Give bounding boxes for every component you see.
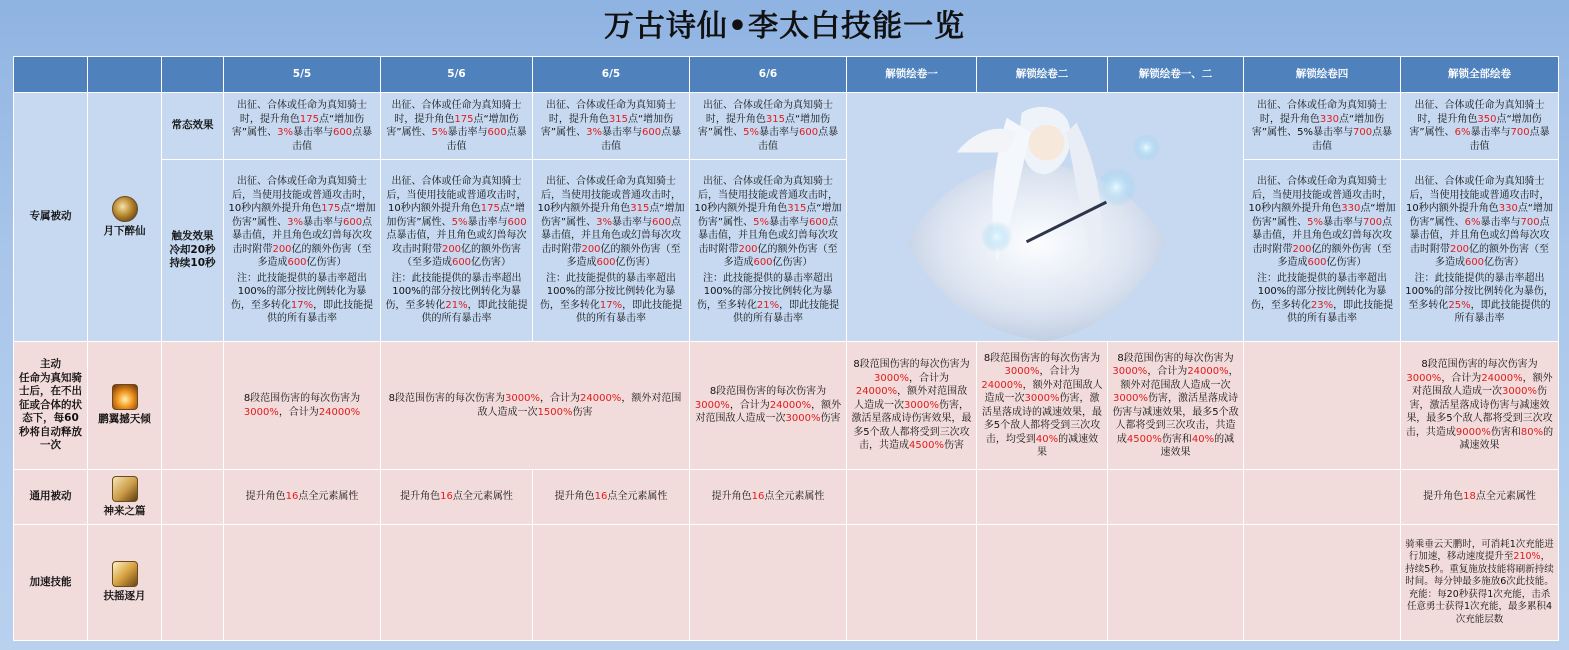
value-highlight: 200 — [581, 243, 601, 255]
value-text: 暴击率与 — [601, 127, 642, 138]
value-text: ，即此技能提供的所有暴击率 — [1454, 299, 1551, 325]
value-highlight: 5% — [451, 216, 468, 228]
empty-cell — [1108, 470, 1244, 525]
value-highlight: 3000% — [1024, 393, 1060, 404]
value-highlight: 175 — [321, 203, 341, 215]
value-text: 的减速效果 — [1160, 433, 1235, 458]
trigger-effect-text — [694, 175, 842, 270]
value-highlight: 175 — [454, 113, 474, 125]
value-text: 点全元素属性 — [1475, 491, 1536, 503]
value-text: 点“增加伤害”属性、 — [1251, 203, 1396, 228]
skill-cell-speed — [88, 525, 162, 641]
value-text: 8段范围伤害的每次伤害为 — [1421, 359, 1538, 371]
empty-cell — [1108, 525, 1244, 641]
header-unlock-2: 解锁绘卷二 — [977, 57, 1108, 93]
value-text: 暴击率与 — [447, 127, 488, 138]
value-highlight: 600 — [1307, 257, 1327, 269]
value-highlight: 3000% — [1004, 366, 1040, 377]
passive-trigger-cell — [690, 160, 847, 342]
passive-normal-cell — [690, 93, 847, 160]
scroll-book-icon — [112, 476, 138, 502]
value-highlight: 80% — [1520, 426, 1544, 438]
value-text: 点暴击值 — [758, 127, 839, 152]
empty-cell — [690, 525, 847, 641]
value-highlight: 3000% — [785, 413, 821, 425]
value-text: 点暴击值 — [1469, 127, 1550, 152]
trigger-effect-text — [1248, 175, 1396, 270]
value-highlight: 600 — [507, 216, 527, 228]
empty-cell — [977, 470, 1108, 525]
category-speed: 加速技能 — [14, 525, 88, 641]
value-text: 8段范围伤害的每次伤害为 — [853, 359, 970, 371]
value-text: 亿的额外伤害（至多造成 — [257, 243, 372, 269]
header-unlock-4: 解锁绘卷四 — [1244, 57, 1401, 93]
value-text: 暴击率与 — [292, 127, 333, 138]
value-text: 亿的额外伤害（至多造成 — [566, 243, 681, 269]
value-highlight: 350 — [1477, 113, 1497, 125]
roc-flame-icon — [112, 384, 138, 410]
value-text: 伤害，激活星落成诗伤害效果，最多5个敌人都将受到三次攻击，共造成 — [851, 399, 972, 452]
trigger-note-text — [385, 272, 528, 326]
value-text: ，即此技能提供的所有暴击率 — [733, 299, 840, 325]
value-highlight: 25% — [1448, 299, 1471, 311]
value-text: 出征、合体或任命为真知骑士后，当使用技能或普通攻击时，10秒内额外提升角色 — [1405, 176, 1550, 215]
table-row — [14, 160, 1559, 342]
value-text: 点暴击值，并且角色或幻兽每次攻击时附带 — [1409, 216, 1550, 255]
table-row — [14, 470, 1559, 525]
table-header-row — [14, 57, 1559, 93]
speed-text: 骑乘垂云天鹏时，可消耗1次充能进行加速，移动速度提升至 — [1405, 538, 1554, 563]
value-highlight: 3% — [277, 127, 293, 138]
table-row — [14, 525, 1559, 641]
value-text: 伤害 — [943, 440, 964, 452]
value-text: 注：此技能提供的暴击率超出100%的部分按比例转化为暴伤，至多转化 — [1250, 272, 1387, 311]
value-highlight: 1500% — [537, 406, 573, 418]
value-text: 点暴击值 — [446, 127, 527, 152]
value-text: ，额外对范围敌人造成一次 — [1412, 372, 1553, 398]
value-text: ，合计为 — [908, 372, 949, 384]
value-text: 提升角色 — [711, 491, 752, 503]
skill-table — [13, 56, 1559, 641]
trigger-note-text — [1405, 272, 1554, 326]
value-text: ，即此技能提供的所有暴击率 — [421, 299, 528, 325]
value-highlight: 40% — [1035, 433, 1059, 445]
common-cell — [690, 470, 847, 525]
value-text: 点全元素属性 — [298, 491, 359, 503]
value-text: 出征、合体或任命为真知骑士时，提升角色 — [703, 100, 833, 125]
empty-cell — [1244, 342, 1401, 470]
value-highlight: 16 — [285, 491, 299, 503]
speed-skill-cell — [1401, 525, 1559, 641]
value-highlight: 330 — [1498, 203, 1518, 215]
value-text: 出征、合体或任命为真知骑士后，当使用技能或普通攻击时，10秒内额外提升角色 — [386, 176, 527, 215]
skill-cell-common — [88, 470, 162, 525]
passive-trigger-cell — [381, 160, 533, 342]
header-unlock-1-2: 解锁绘卷一、二 — [1108, 57, 1244, 93]
value-text: ，合计为 — [1147, 366, 1188, 377]
value-highlight: 200 — [738, 243, 758, 255]
value-text: 亿的额外伤害（至多造成 — [1434, 243, 1550, 269]
value-highlight: 16 — [440, 491, 453, 503]
value-text: ，额外对范围敌人造成一次 — [477, 393, 682, 418]
header-cell — [14, 57, 88, 93]
active-cell — [381, 342, 690, 470]
value-highlight: 175 — [299, 113, 319, 125]
empty-cell — [162, 342, 224, 470]
value-highlight: 315 — [787, 203, 807, 215]
value-text: 出征、合体或任命为真知骑士时，提升角色 — [391, 100, 522, 125]
passive-trigger-cell — [224, 160, 381, 342]
passive-trigger-cell — [533, 160, 690, 342]
skill-name: 扶摇逐月 — [103, 590, 146, 603]
value-highlight: 3000% — [904, 399, 939, 411]
speed-text: ，持续5秒。重复施放技能将刷新持续时间。每分钟最多施放6次此技能。充能：每20秒获得1次充能，击杀任意勇士获得1次充能，最多累积4次充能层数 — [1405, 551, 1554, 625]
value-highlight: 330 — [1341, 203, 1361, 215]
skill-name: 神来之篇 — [103, 504, 146, 517]
value-highlight: 3% — [596, 216, 612, 228]
value-highlight: 24000% — [1481, 372, 1523, 384]
header-unlock-all: 解锁全部绘卷 — [1401, 57, 1559, 93]
value-highlight: 4500% — [1126, 433, 1162, 445]
value-text: 出征、合体或任命为真知骑士时，提升角色 — [546, 100, 676, 125]
value-highlight: 24000% — [855, 386, 898, 398]
value-text: 点暴击值，并且角色或幻兽每次攻击时附带 — [232, 216, 373, 255]
value-highlight: 700 — [1520, 216, 1540, 228]
value-text: 暴击率与 — [768, 216, 809, 228]
value-text: 点“增加伤害”属性、 — [540, 203, 685, 228]
value-text: ，合计为 — [1039, 366, 1080, 377]
value-text: 暴击率与 — [1470, 127, 1511, 138]
value-text: 点“增加伤害”属性、 — [697, 203, 842, 228]
active-cell — [977, 342, 1108, 470]
header-unlock-1: 解锁绘卷一 — [847, 57, 977, 93]
value-text: 点“增加伤害”属性、5%暴击率与 — [1251, 113, 1385, 138]
value-text: 亿伤害） — [615, 257, 656, 269]
active-cell — [224, 342, 381, 470]
value-text: 出征、合体或任命为真知骑士后，当使用技能或普通攻击时，10秒内额外提升角色 — [537, 176, 681, 215]
value-text: 亿伤害） — [1484, 257, 1525, 269]
value-text: ，额外对范围敌人造成一次 — [984, 379, 1103, 404]
trigger-effect-text — [385, 175, 528, 270]
passive-normal-cell — [1401, 93, 1559, 160]
value-highlight: 600 — [287, 257, 307, 269]
value-text: 伤害，激活星落成诗伤害与减速效果，最多5个敌人都将受到三次攻击，共造成 — [1405, 386, 1553, 438]
value-highlight: 5% — [743, 127, 759, 138]
value-highlight: 3000% — [1113, 393, 1148, 404]
value-highlight: 600 — [1464, 257, 1485, 269]
value-text: 点“增加伤害”属性、 — [697, 113, 831, 138]
empty-cell — [533, 525, 690, 641]
page-title: 万古诗仙•李太白技能一览 — [603, 9, 966, 44]
value-text: 注：此技能提供的暴击率超出100%的部分按比例转化为暴伤，至多转化 — [696, 272, 833, 311]
common-cell — [1401, 470, 1559, 525]
value-highlight: 200 — [1449, 243, 1470, 255]
table-row — [14, 342, 1559, 470]
value-text: ，合计为 — [278, 406, 319, 418]
passive-normal-cell — [381, 93, 533, 160]
value-text: 8段范围伤害的每次伤害为 — [709, 386, 827, 398]
value-highlight: 3000% — [243, 406, 279, 418]
empty-cell — [1244, 525, 1401, 641]
value-text: 点“增加伤害”属性、 — [1409, 113, 1542, 138]
category-passive: 专属被动 — [14, 93, 88, 342]
value-text: 注：此技能提供的暴击率超出100%的部分按比例转化为暴伤，至多转化 — [230, 272, 367, 311]
value-highlight: 600 — [332, 127, 353, 138]
sub-normal-effect: 常态效果 — [162, 93, 224, 160]
common-cell — [381, 470, 533, 525]
value-text: ，即此技能提供的所有暴击率 — [267, 299, 374, 325]
empty-cell — [977, 525, 1108, 641]
header-5-6: 5/6 — [381, 57, 533, 93]
value-text: 伤害 — [572, 406, 593, 418]
value-text: 点“增加伤害”属性、 — [386, 113, 519, 138]
value-highlight: 700 — [1352, 127, 1373, 138]
value-text: 点暴击值，并且角色或幻兽每次攻击时附带 — [698, 216, 839, 255]
value-text: 点“增加伤害”属性、 — [540, 113, 674, 138]
value-text: 出征、合体或任命为真知骑士时，提升角色 — [237, 100, 367, 125]
value-text: 暴击率与 — [302, 216, 343, 228]
value-highlight: 600 — [596, 257, 616, 269]
value-highlight: 24000% — [318, 406, 361, 418]
value-highlight: 700 — [1510, 127, 1530, 138]
value-highlight: 16 — [594, 491, 608, 503]
value-highlight: 17% — [290, 299, 314, 311]
passive-trigger-cell — [1244, 160, 1401, 342]
value-text: 暴击率与 — [1322, 216, 1363, 228]
value-text: 8段范围伤害的每次伤害为 — [1117, 352, 1234, 364]
value-text: 亿伤害） — [306, 257, 347, 269]
value-highlight: 600 — [641, 127, 662, 138]
value-text: 提升角色 — [245, 491, 286, 503]
value-text: ，额外对范围敌人造成一次 — [854, 386, 968, 411]
value-text: 注：此技能提供的暴击率超出100%的部分按比例转化为暴伤，至多转化 — [539, 272, 676, 311]
value-text: ，即此技能提供的所有暴击率 — [1287, 299, 1394, 325]
trigger-effect-text — [537, 175, 685, 270]
trigger-note-text — [228, 272, 376, 326]
value-text: 的减速效果 — [1459, 426, 1554, 452]
value-highlight: 6% — [1454, 127, 1471, 138]
value-text: 出征、合体或任命为真知骑士后，当使用技能或普通攻击时，10秒内额外提升角色 — [694, 176, 838, 215]
skill-name: 月下醉仙 — [103, 224, 146, 237]
value-highlight: 600 — [798, 127, 819, 138]
value-text: 提升角色 — [400, 491, 441, 503]
value-text: 伤害，激活星落成诗的减速效果，最多5个敌人都将受到三次攻击，均受到 — [982, 393, 1102, 445]
value-highlight: 600 — [451, 257, 472, 269]
value-highlight: 17% — [599, 299, 623, 311]
value-highlight: 24000% — [580, 393, 622, 404]
header-6-5: 6/5 — [533, 57, 690, 93]
value-text: ，额外对范围敌人造成一次 — [695, 399, 842, 425]
value-text: 点全元素属性 — [764, 491, 825, 503]
value-text: 亿的额外伤害（至多造成 — [401, 243, 522, 269]
value-text: 点全元素属性 — [452, 491, 513, 503]
value-highlight: 315 — [630, 203, 650, 215]
empty-cell — [1244, 470, 1401, 525]
value-text: 点全元素属性 — [607, 491, 668, 503]
value-highlight: 4500% — [909, 440, 944, 452]
value-text: 点“增加伤害”属性、 — [386, 203, 525, 228]
value-text: 亿的额外伤害（至多造成 — [723, 243, 838, 269]
value-highlight: 18 — [1463, 491, 1476, 503]
empty-cell — [847, 470, 977, 525]
empty-cell — [224, 525, 381, 641]
active-cell — [1401, 342, 1559, 470]
value-text: 伤害 — [820, 413, 841, 425]
value-highlight: 600 — [342, 216, 363, 228]
value-highlight: 21% — [756, 299, 780, 311]
value-text: ，合计为 — [1441, 372, 1482, 384]
value-text: 点暴击值 — [292, 127, 373, 152]
portrait-cell — [847, 93, 1244, 342]
value-text: 提升角色 — [554, 491, 595, 503]
header-5-5: 5/5 — [224, 57, 381, 93]
value-text: 点暴击值 — [1312, 127, 1393, 152]
value-highlight: 24000% — [1187, 366, 1229, 377]
passive-normal-cell — [533, 93, 690, 160]
passive-normal-cell — [224, 93, 381, 160]
value-text: 暴击率与 — [1480, 216, 1521, 228]
empty-cell — [847, 525, 977, 641]
common-cell — [533, 470, 690, 525]
value-text: 8段范围伤害的每次伤害为 — [388, 393, 506, 404]
value-text: 点“增加伤害”属性、 — [231, 113, 365, 138]
category-common: 通用被动 — [14, 470, 88, 525]
value-text: 出征、合体或任命为真知骑士后，当使用技能或普通攻击时，10秒内额外提升角色 — [228, 176, 372, 215]
value-text: 8段范围伤害的每次伤害为 — [983, 352, 1101, 364]
trigger-effect-text — [228, 175, 376, 270]
value-highlight: 600 — [487, 127, 507, 138]
empty-cell — [162, 525, 224, 641]
value-highlight: 3000% — [694, 399, 730, 411]
value-highlight: 16 — [751, 491, 765, 503]
value-text: 亿伤害） — [471, 257, 512, 269]
trigger-effect-text — [1405, 175, 1554, 270]
trigger-note-text — [537, 272, 685, 326]
value-highlight: 315 — [765, 113, 785, 125]
value-text: 点暴击值，并且角色或幻兽每次攻击时附带 — [386, 230, 527, 255]
value-highlight: 3000% — [505, 393, 540, 404]
active-cell — [847, 342, 977, 470]
value-highlight: 40% — [1191, 433, 1215, 445]
value-highlight: 5% — [753, 216, 769, 228]
li-taibai-character-portrait — [847, 93, 1243, 341]
value-text: 暴击率与 — [758, 127, 799, 138]
table-row — [14, 93, 1559, 160]
value-highlight: 3000% — [1406, 372, 1442, 384]
value-text: ，额外对范围敌人造成一次 — [1120, 366, 1239, 391]
moon-climb-icon — [112, 561, 138, 587]
value-text: ，合计为 — [729, 399, 770, 411]
value-text: 亿伤害） — [772, 257, 813, 269]
value-text: 亿伤害） — [1326, 257, 1367, 269]
trigger-note-text — [694, 272, 842, 326]
value-highlight: 9000% — [1455, 426, 1491, 438]
value-text: 出征、合体或任命为真知骑士时，提升角色 — [1414, 100, 1545, 125]
value-text: 暴击率与 — [611, 216, 652, 228]
value-text: 亿的额外伤害（至多造成 — [1277, 243, 1392, 269]
value-highlight: 600 — [651, 216, 672, 228]
passive-trigger-cell — [1401, 160, 1559, 342]
value-highlight: 330 — [1319, 113, 1339, 125]
value-text: 注：此技能提供的暴击率超出100%的部分按比例转化为暴伤，至多转化 — [1405, 272, 1554, 311]
value-text: ，即此技能提供的所有暴击率 — [576, 299, 683, 325]
value-highlight: 6% — [1464, 216, 1481, 228]
header-cell — [162, 57, 224, 93]
value-text: 点暴击值 — [601, 127, 682, 152]
value-highlight: 600 — [808, 216, 829, 228]
value-text: 点暴击值，并且角色或幻兽每次攻击时附带 — [1252, 216, 1393, 255]
value-text: 的减速效果 — [1037, 433, 1099, 458]
common-cell — [224, 470, 381, 525]
skill-cell-active — [88, 342, 162, 470]
sub-trigger-effect: 触发效果 冷却20秒 持续10秒 — [162, 160, 224, 342]
value-highlight: 175 — [480, 203, 500, 215]
active-cell — [690, 342, 847, 470]
speed-value: 210% — [1513, 551, 1541, 563]
value-highlight: 315 — [608, 113, 628, 125]
value-text: 出征、合体或任命为真知骑士后，当使用技能或普通攻击时，10秒内额外提升角色 — [1248, 176, 1392, 215]
value-highlight: 200 — [441, 243, 462, 255]
value-text: 点“增加伤害”属性、 — [1409, 203, 1553, 228]
value-highlight: 3000% — [1112, 366, 1148, 377]
value-highlight: 3% — [287, 216, 303, 228]
skill-cell-passive — [88, 93, 162, 342]
value-highlight: 5% — [1307, 216, 1323, 228]
value-text: 出征、合体或任命为真知骑士时，提升角色 — [1257, 100, 1387, 125]
value-highlight: 24000% — [981, 379, 1023, 391]
header-cell — [88, 57, 162, 93]
value-text: 注：此技能提供的暴击率超出100%的部分按比例转化为暴伤，至多转化 — [385, 272, 522, 311]
value-highlight: 600 — [753, 257, 773, 269]
value-highlight: 23% — [1310, 299, 1334, 311]
skill-name: 鹏翼撼天倾 — [98, 413, 151, 426]
category-active: 主动 任命为真知骑士后，在不出征或合体的状态下，每60秒将自动释放一次 — [14, 342, 88, 470]
value-highlight: 200 — [272, 243, 292, 255]
value-text: 提升角色 — [1423, 491, 1464, 503]
value-text: 伤害和 — [1161, 433, 1192, 445]
value-text: 伤害，激活星落成诗伤害与减速效果，最多5个敌人都将受到三次攻击，共造成 — [1112, 393, 1239, 445]
value-highlight: 5% — [431, 127, 448, 138]
value-text: ，合计为 — [540, 393, 580, 404]
value-text: 点暴击值，并且角色或幻兽每次攻击时附带 — [541, 216, 682, 255]
header-6-6: 6/6 — [690, 57, 847, 93]
value-highlight: 700 — [1362, 216, 1383, 228]
value-text: 点“增加伤害”属性、 — [231, 203, 376, 228]
value-highlight: 3000% — [874, 372, 909, 384]
empty-cell — [381, 525, 533, 641]
crescent-moon-icon — [112, 196, 138, 222]
value-highlight: 3000% — [1502, 386, 1537, 398]
value-text: 暴击率与 — [467, 216, 508, 228]
trigger-note-text — [1248, 272, 1396, 326]
value-text: 伤害和 — [1490, 426, 1521, 438]
active-cell — [1108, 342, 1244, 470]
value-highlight: 24000% — [769, 399, 812, 411]
value-highlight: 200 — [1292, 243, 1312, 255]
value-highlight: 21% — [445, 299, 468, 311]
empty-cell — [162, 470, 224, 525]
passive-normal-cell — [1244, 93, 1401, 160]
value-highlight: 3% — [586, 127, 602, 138]
value-text: 8段范围伤害的每次伤害为 — [243, 393, 361, 404]
